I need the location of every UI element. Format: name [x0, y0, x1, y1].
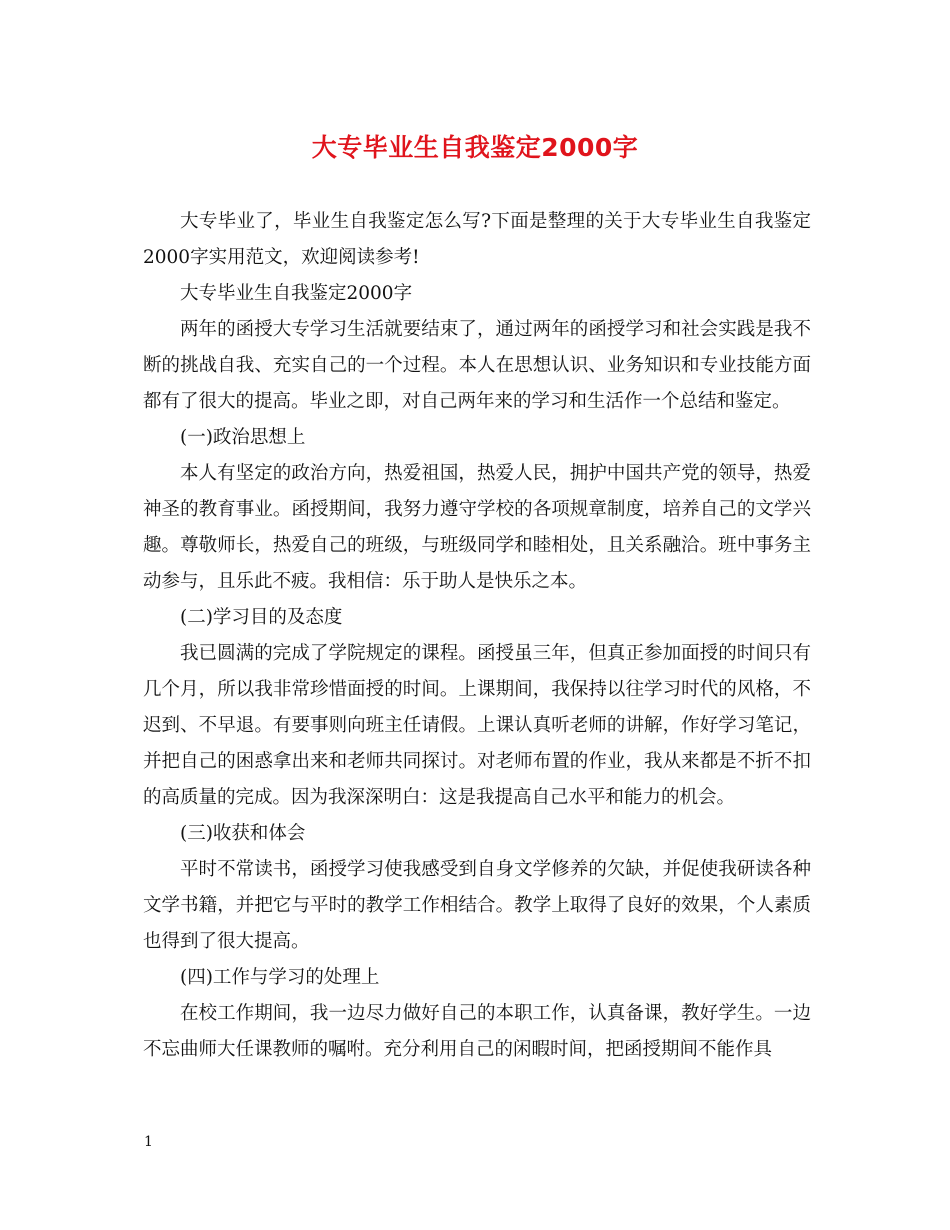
paragraph-work-study: 在校工作期间，我一边尽力做好自己的本职工作，认真备课，教好学生。一边不忘曲师大任课教师的嘱咐。充分利用自己的闲暇时间，把函授期间不能作具	[143, 1003, 811, 1060]
paragraph-subtitle: 大专毕业生自我鉴定2000字	[180, 283, 413, 304]
section-heading-gains: (三)收获和体会	[180, 823, 306, 844]
document-body	[143, 204, 811, 1068]
section-heading-work-study: (四)工作与学习的处理上	[180, 967, 380, 988]
section-heading-politics: (一)政治思想上	[180, 427, 306, 448]
paragraph-gains: 平时不常读书，函授学习使我感受到自身文学修养的欠缺，并促使我研读各种文学书籍，并把它与平时的教学工作相结合。教学上取得了良好的效果，个人素质也得到了很大提高。	[143, 859, 811, 952]
paragraph-intro: 大专毕业了，毕业生自我鉴定怎么写?下面是整理的关于大专毕业生自我鉴定2000字实用范文，欢迎阅读参考!	[143, 211, 811, 268]
paragraph-overview: 两年的函授大专学习生活就要结束了，通过两年的函授学习和社会实践是我不断的挑战自我、充实自己的一个过程。本人在思想认识、业务知识和专业技能方面都有了很大的提高。毕业之即，对自己两年来的学习和生活作一个总结和鉴定。	[143, 319, 811, 412]
document-title: 大专毕业生自我鉴定2000字	[311, 133, 639, 162]
section-heading-study: (二)学习目的及态度	[180, 607, 343, 628]
page-number: 1	[144, 1134, 153, 1150]
paragraph-study: 我已圆满的完成了学院规定的课程。函授虽三年，但真正参加面授的时间只有几个月，所以我非常珍惜面授的时间。上课期间，我保持以往学习时代的风格，不迟到、不早退。有要事则向班主任请假。上课认真听老师的讲解，作好学习笔记，并把自己的困惑拿出来和老师共同探讨。对老师布置的作业，我从来都是不折不扣的高质量的完成。因为我深深明白：这是我提高自己水平和能力的机会。	[143, 643, 811, 808]
paragraph-politics: 本人有坚定的政治方向，热爱祖国，热爱人民，拥护中国共产党的领导，热爱神圣的教育事业。函授期间，我努力遵守学校的各项规章制度，培养自己的文学兴趣。尊敬师长，热爱自己的班级，与班级同学和睦相处，且关系融洽。班中事务主动参与，且乐此不疲。我相信：乐于助人是快乐之本。	[143, 463, 811, 592]
